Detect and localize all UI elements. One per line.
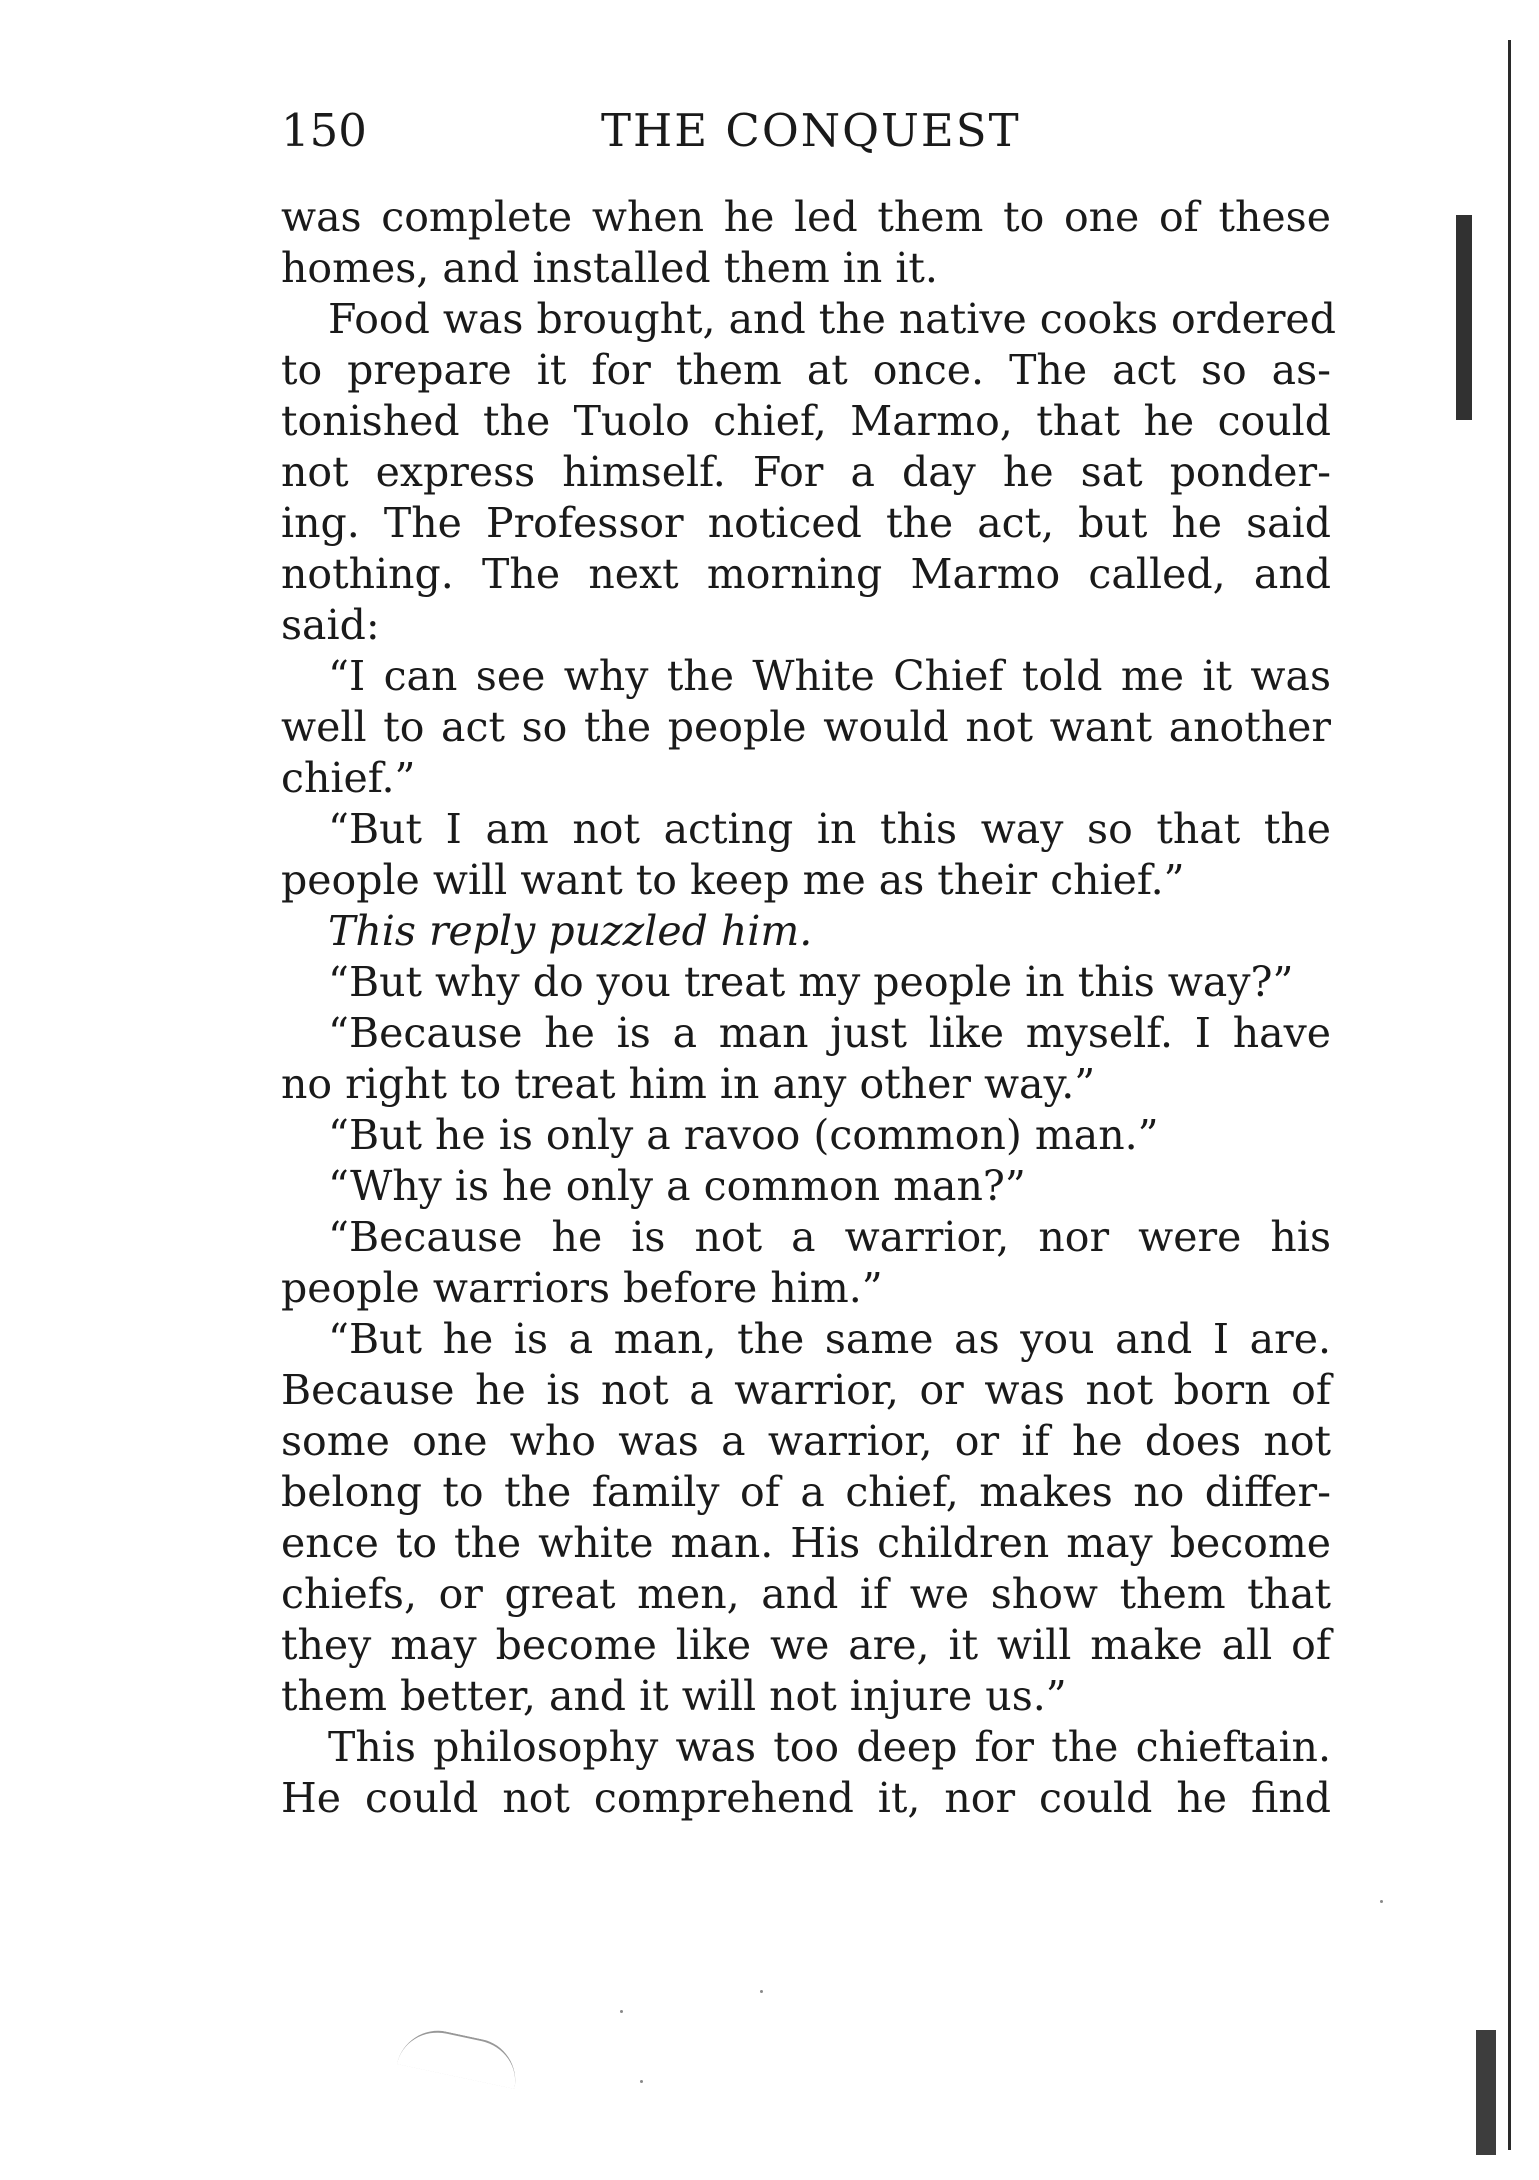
text-line: “I can see why the White Chief told me it was	[328, 652, 1331, 700]
running-head: THE CONQUEST	[601, 104, 1021, 157]
text-line: them better, and it will not injure us.”	[281, 1672, 1067, 1720]
text-line: He could not comprehend it, nor could he find	[281, 1774, 1331, 1822]
text-line: chief.”	[281, 754, 416, 802]
text-line: “But he is a man, the same as you and I are.	[328, 1315, 1331, 1363]
text-line: homes, and installed them in it.	[281, 244, 938, 292]
text-line: people warriors before him.”	[281, 1264, 883, 1312]
page-edge-shadow	[1508, 40, 1511, 2150]
text-line: no right to treat him in any other way.”	[281, 1060, 1096, 1108]
body-text	[281, 192, 1336, 1824]
text-line: ing. The Professor noticed the act, but he said	[281, 499, 1331, 547]
text-line: tonished the Tuolo chief, Marmo, that he could	[281, 397, 1331, 445]
text-line: “But why do you treat my people in this way?”	[328, 958, 1294, 1006]
text-line: well to act so the people would not want another	[281, 703, 1331, 751]
page-header	[281, 104, 1331, 164]
text-line: some one who was a warrior, or if he does not	[281, 1417, 1331, 1465]
scan-smudge	[397, 2023, 523, 2089]
text-line: “But I am not acting in this way so that the	[328, 805, 1331, 853]
text-line: “Because he is a man just like myself. I have	[328, 1009, 1331, 1057]
scan-artifact-mark	[1456, 215, 1472, 420]
text-line: Food was brought, and the native cooks ordered	[328, 295, 1336, 343]
text-line: they may become like we are, it will make all of	[281, 1621, 1331, 1669]
text-line: belong to the family of a chief, makes no differ-	[281, 1468, 1331, 1516]
text-line: chiefs, or great men, and if we show them that	[281, 1570, 1331, 1618]
text-line: not express himself. For a day he sat ponder-	[281, 448, 1331, 496]
text-line: was complete when he led them to one of these	[281, 193, 1331, 241]
text-line: ence to the white man. His children may become	[281, 1519, 1331, 1567]
text-line: said:	[281, 601, 380, 649]
text-line: This reply puzzled him.	[328, 907, 813, 955]
text-line: “Why is he only a common man?”	[328, 1162, 1026, 1210]
text-line: people will want to keep me as their chief.”	[281, 856, 1185, 904]
scan-speck	[640, 2080, 643, 2083]
text-line: “But he is only a ravoo (common) man.”	[328, 1111, 1159, 1159]
scan-speck	[1380, 1900, 1383, 1903]
page-number: 150	[281, 104, 367, 157]
text-line: Because he is not a warrior, or was not born of	[281, 1366, 1331, 1414]
text-line: “Because he is not a warrior, nor were his	[328, 1213, 1331, 1261]
scan-speck	[620, 2010, 623, 2013]
scan-speck	[760, 1990, 763, 1993]
text-line: nothing. The next morning Marmo called, and	[281, 550, 1331, 598]
text-line: This philosophy was too deep for the chieftain.	[328, 1723, 1331, 1771]
scan-artifact-mark	[1476, 2030, 1496, 2155]
text-line: to prepare it for them at once. The act so as-	[281, 346, 1331, 394]
